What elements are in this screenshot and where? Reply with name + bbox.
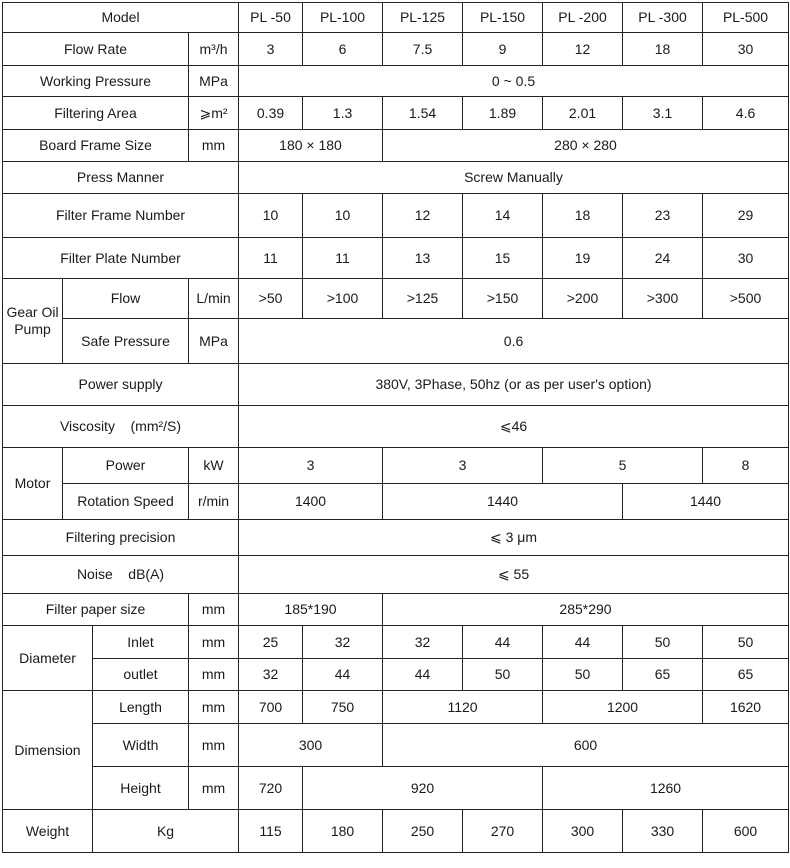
value-cell: 4.6 [703, 97, 789, 130]
dimension-label: Dimension [3, 691, 93, 810]
noise-label: Noise dB(A) [3, 556, 239, 594]
filtering-precision-label: Filtering precision [3, 520, 239, 556]
power-supply-label: Power supply [3, 364, 239, 406]
spec-table [2, 2, 789, 853]
unit: r/min [189, 484, 239, 520]
value-cell: 11 [303, 238, 383, 279]
value-cell: 25 [239, 626, 303, 659]
value-cell: 24 [623, 238, 703, 279]
model-name: PL-500 [703, 3, 789, 33]
value-cell: 1120 [383, 691, 543, 724]
value-cell: 750 [303, 691, 383, 724]
diameter-outlet-row [3, 659, 789, 691]
value-cell: 11 [239, 238, 303, 279]
value-cell: 1620 [703, 691, 789, 724]
header-row [3, 3, 789, 33]
value-cell: Screw Manually [239, 162, 789, 194]
value-cell: 12 [383, 194, 463, 238]
value-cell: 285*290 [383, 594, 789, 626]
unit: MPa [189, 66, 239, 97]
dimension-height-row [3, 767, 789, 810]
filter-plate-number-row [3, 238, 789, 279]
unit: L/min [189, 279, 239, 319]
viscosity-label: Viscosity (mm²/S) [3, 406, 239, 448]
value-cell: 0 ~ 0.5 [239, 66, 789, 97]
value-cell: >100 [303, 279, 383, 319]
value-cell: 32 [239, 659, 303, 691]
unit: mm [189, 767, 239, 810]
value-cell: 50 [463, 659, 543, 691]
value-cell: 1400 [239, 484, 383, 520]
value-cell: 180 [303, 810, 383, 853]
power-supply-row [3, 364, 789, 406]
value-cell: 32 [383, 626, 463, 659]
noise-row [3, 556, 789, 594]
value-cell: 65 [623, 659, 703, 691]
value-cell: 180 × 180 [239, 130, 383, 162]
value-cell: 600 [703, 810, 789, 853]
unit: mm [189, 724, 239, 767]
filtering-area-row [3, 97, 789, 130]
value-cell: 50 [623, 626, 703, 659]
unit: mm [189, 691, 239, 724]
value-cell: 44 [303, 659, 383, 691]
unit: mm [189, 659, 239, 691]
model-label: Model [3, 3, 239, 33]
dimension-length-row [3, 691, 789, 724]
model-name: PL -50 [239, 3, 303, 33]
diameter-inlet-row [3, 626, 789, 659]
safe-pressure-label: Safe Pressure [63, 319, 189, 364]
value-cell: 250 [383, 810, 463, 853]
value-cell: 10 [303, 194, 383, 238]
flow-label: Flow [63, 279, 189, 319]
inlet-label: Inlet [93, 626, 189, 659]
motor-power-row [3, 448, 789, 484]
filter-paper-size-label: Filter paper size [3, 594, 189, 626]
motor-label: Motor [3, 448, 63, 520]
working-pressure-label: Working Pressure [3, 66, 189, 97]
board-frame-size-row [3, 130, 789, 162]
value-cell: 1.3 [303, 97, 383, 130]
value-cell: 12 [543, 33, 623, 66]
working-pressure-row [3, 66, 789, 97]
gear-pump-safe-pressure-row [3, 319, 789, 364]
value-cell: >200 [543, 279, 623, 319]
width-label: Width [93, 724, 189, 767]
model-name: PL-125 [383, 3, 463, 33]
filtering-precision-row [3, 520, 789, 556]
value-cell: 18 [543, 194, 623, 238]
filter-frame-number-label: Filter Frame Number [3, 194, 239, 238]
filter-frame-number-row [3, 194, 789, 238]
gear-oil-pump-label: Gear Oil Pump [3, 279, 63, 364]
value-cell: 5 [543, 448, 703, 484]
model-name: PL-150 [463, 3, 543, 33]
value-cell: 30 [703, 33, 789, 66]
value-cell: 44 [463, 626, 543, 659]
value-cell: ⩽ 55 [239, 556, 789, 594]
flow-rate-row [3, 33, 789, 66]
value-cell: 13 [383, 238, 463, 279]
value-cell: 185*190 [239, 594, 383, 626]
value-cell: 6 [303, 33, 383, 66]
value-cell: >125 [383, 279, 463, 319]
unit: ⩾m² [189, 97, 239, 130]
value-cell: 3 [239, 33, 303, 66]
length-label: Length [93, 691, 189, 724]
rotation-speed-label: Rotation Speed [63, 484, 189, 520]
unit: mm [189, 130, 239, 162]
gear-pump-flow-row [3, 279, 789, 319]
value-cell: 23 [623, 194, 703, 238]
dimension-width-row [3, 724, 789, 767]
value-cell: 115 [239, 810, 303, 853]
weight-label: Weight [3, 810, 93, 853]
viscosity-row [3, 406, 789, 448]
value-cell: 380V, 3Phase, 50hz (or as per user's option) [239, 364, 789, 406]
value-cell: 0.39 [239, 97, 303, 130]
value-cell: >500 [703, 279, 789, 319]
value-cell: 1260 [543, 767, 789, 810]
value-cell: >50 [239, 279, 303, 319]
value-cell: 44 [383, 659, 463, 691]
unit: MPa [189, 319, 239, 364]
press-manner-row [3, 162, 789, 194]
value-cell: 1440 [383, 484, 623, 520]
value-cell: 920 [303, 767, 543, 810]
model-name: PL -200 [543, 3, 623, 33]
value-cell: 1.89 [463, 97, 543, 130]
value-cell: >150 [463, 279, 543, 319]
value-cell: 300 [239, 724, 383, 767]
unit: mm [189, 626, 239, 659]
unit: mm [189, 594, 239, 626]
outlet-label: outlet [93, 659, 189, 691]
value-cell: 30 [703, 238, 789, 279]
motor-rotation-speed-row [3, 484, 789, 520]
value-cell: 32 [303, 626, 383, 659]
filter-paper-size-row [3, 594, 789, 626]
press-manner-label: Press Manner [3, 162, 239, 194]
value-cell: 8 [703, 448, 789, 484]
value-cell: ⩽46 [239, 406, 789, 448]
value-cell: 65 [703, 659, 789, 691]
value-cell: 50 [703, 626, 789, 659]
unit: Kg [93, 810, 239, 853]
value-cell: 1200 [543, 691, 703, 724]
value-cell: 3.1 [623, 97, 703, 130]
weight-row [3, 810, 789, 853]
value-cell: 330 [623, 810, 703, 853]
value-cell: 3 [239, 448, 383, 484]
value-cell: 0.6 [239, 319, 789, 364]
value-cell: >300 [623, 279, 703, 319]
power-label: Power [63, 448, 189, 484]
value-cell: ⩽ 3 μm [239, 520, 789, 556]
flow-rate-label: Flow Rate [3, 33, 189, 66]
value-cell: 19 [543, 238, 623, 279]
value-cell: 700 [239, 691, 303, 724]
value-cell: 3 [383, 448, 543, 484]
unit: kW [189, 448, 239, 484]
filtering-area-label: Filtering Area [3, 97, 189, 130]
value-cell: 44 [543, 626, 623, 659]
value-cell: 1440 [623, 484, 789, 520]
value-cell: 10 [239, 194, 303, 238]
value-cell: 720 [239, 767, 303, 810]
diameter-label: Diameter [3, 626, 93, 691]
value-cell: 7.5 [383, 33, 463, 66]
value-cell: 280 × 280 [383, 130, 789, 162]
value-cell: 15 [463, 238, 543, 279]
value-cell: 29 [703, 194, 789, 238]
unit: m³/h [189, 33, 239, 66]
model-name: PL-100 [303, 3, 383, 33]
value-cell: 1.54 [383, 97, 463, 130]
height-label: Height [93, 767, 189, 810]
model-name: PL -300 [623, 3, 703, 33]
value-cell: 9 [463, 33, 543, 66]
value-cell: 2.01 [543, 97, 623, 130]
value-cell: 50 [543, 659, 623, 691]
filter-plate-number-label: Filter Plate Number [3, 238, 239, 279]
value-cell: 14 [463, 194, 543, 238]
board-frame-size-label: Board Frame Size [3, 130, 189, 162]
value-cell: 300 [543, 810, 623, 853]
value-cell: 600 [383, 724, 789, 767]
value-cell: 270 [463, 810, 543, 853]
value-cell: 18 [623, 33, 703, 66]
